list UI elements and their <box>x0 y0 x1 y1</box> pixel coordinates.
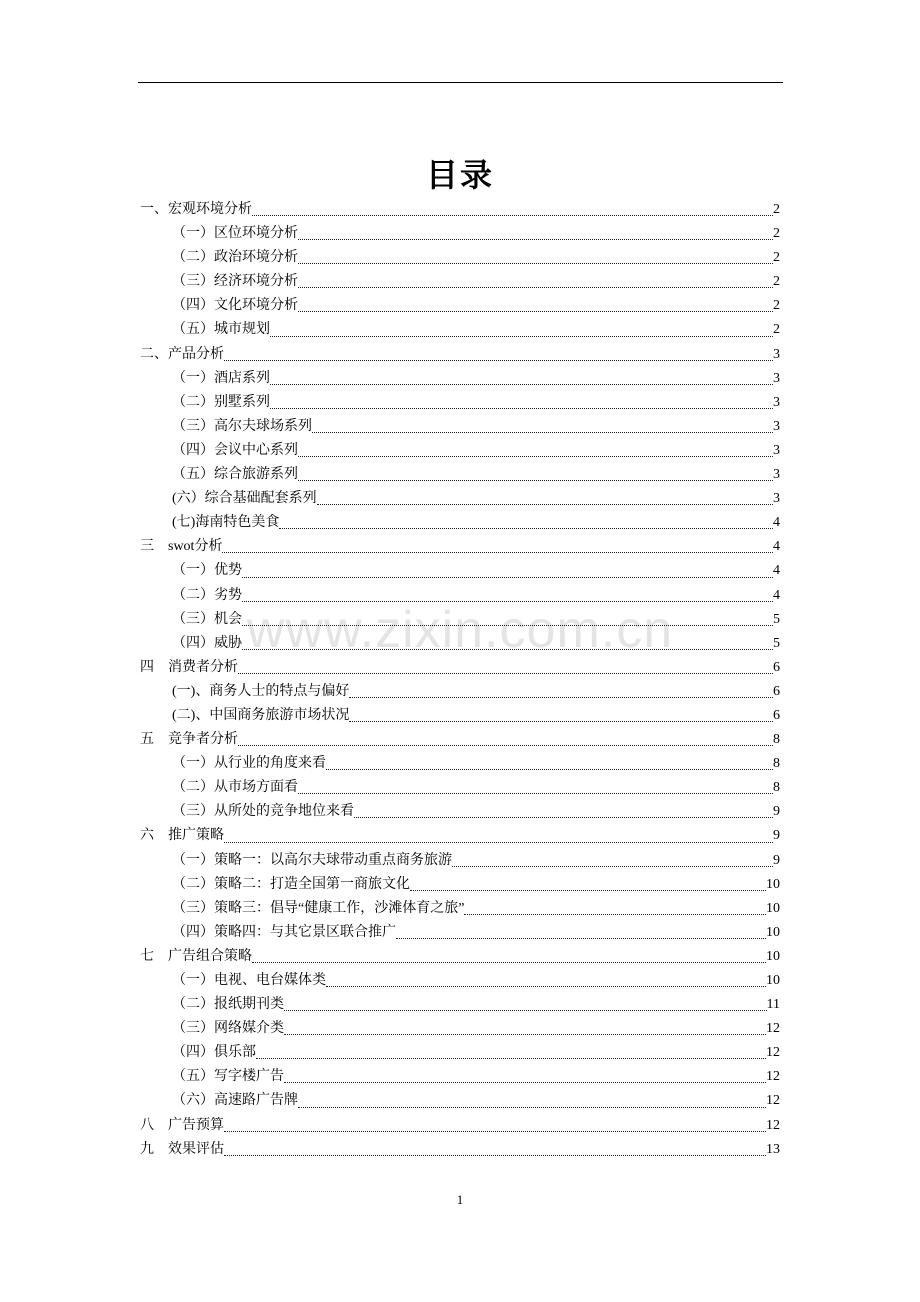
toc-dot-leader <box>224 829 773 843</box>
toc-entry-page: 3 <box>773 467 780 483</box>
toc-entry-subsection[interactable] <box>140 222 780 246</box>
toc-entry-section[interactable] <box>140 1138 780 1162</box>
toc-dot-leader <box>270 323 773 337</box>
table-of-contents <box>140 198 780 1162</box>
toc-entry-subsection[interactable] <box>140 752 780 776</box>
toc-dot-leader <box>284 1021 766 1035</box>
toc-entry-subsection[interactable] <box>140 270 780 294</box>
toc-dot-leader <box>270 395 773 409</box>
toc-dot-leader <box>326 973 766 987</box>
toc-entry-label: 九 效果评估 <box>140 1141 224 1157</box>
toc-entry-subsection[interactable] <box>140 680 780 704</box>
toc-entry-page: 12 <box>766 1021 780 1037</box>
toc-entry-label: （五）写字楼广告 <box>172 1069 284 1085</box>
toc-entry-page: 9 <box>773 804 780 820</box>
toc-entry-label: （三）从所处的竞争地位来看 <box>172 804 354 820</box>
toc-entry-label: 六 推广策略 <box>140 828 224 844</box>
toc-entry-section[interactable] <box>140 535 780 559</box>
toc-dot-leader <box>464 901 766 915</box>
toc-entry-label: （三）高尔夫球场系列 <box>172 418 312 434</box>
toc-dot-leader <box>279 515 773 529</box>
toc-entry-page: 6 <box>773 659 780 675</box>
toc-entry-section[interactable] <box>140 728 780 752</box>
toc-dot-leader <box>224 347 773 361</box>
toc-entry-label: （四）俱乐部 <box>172 1045 256 1061</box>
toc-entry-page: 2 <box>773 250 780 266</box>
toc-entry-page: 2 <box>773 274 780 290</box>
toc-entry-page: 4 <box>773 587 780 603</box>
toc-dot-leader <box>317 491 773 505</box>
toc-entry-page: 3 <box>773 370 780 386</box>
toc-entry-label: （四）会议中心系列 <box>172 442 298 458</box>
toc-entry-page: 6 <box>773 707 780 723</box>
toc-dot-leader <box>396 925 766 939</box>
toc-dot-leader <box>354 804 773 818</box>
toc-entry-label: 八 广告预算 <box>140 1117 224 1133</box>
toc-dot-leader <box>242 636 773 650</box>
toc-dot-leader <box>298 298 773 312</box>
toc-entry-page: 8 <box>773 732 780 748</box>
toc-entry-subsection[interactable] <box>140 849 780 873</box>
toc-entry-page: 3 <box>773 346 780 362</box>
toc-entry-page: 3 <box>773 418 780 434</box>
toc-entry-page: 9 <box>773 828 780 844</box>
toc-entry-section[interactable] <box>140 198 780 222</box>
toc-entry-label: （一）从行业的角度来看 <box>172 756 326 772</box>
toc-entry-page: 3 <box>773 442 780 458</box>
toc-entry-subsection[interactable] <box>140 318 780 342</box>
toc-entry-subsection[interactable] <box>140 921 780 945</box>
toc-dot-leader <box>242 564 773 578</box>
toc-entry-subsection[interactable] <box>140 391 780 415</box>
toc-entry-subsection[interactable] <box>140 487 780 511</box>
toc-entry-subsection[interactable] <box>140 993 780 1017</box>
toc-entry-subsection[interactable] <box>140 559 780 583</box>
toc-dot-leader <box>242 612 773 626</box>
toc-dot-leader <box>298 467 773 481</box>
toc-entry-section[interactable] <box>140 343 780 367</box>
toc-entry-section[interactable] <box>140 656 780 680</box>
toc-entry-subsection[interactable] <box>140 1017 780 1041</box>
toc-entry-page: 2 <box>773 226 780 242</box>
toc-dot-leader <box>298 274 773 288</box>
toc-entry-label: 三 swot分析 <box>140 539 223 555</box>
toc-entry-page: 12 <box>766 1117 780 1133</box>
toc-entry-page: 2 <box>773 298 780 314</box>
toc-entry-label: （四）文化环境分析 <box>172 298 298 314</box>
toc-entry-subsection[interactable] <box>140 584 780 608</box>
toc-entry-page: 3 <box>773 394 780 410</box>
toc-entry-page: 4 <box>773 539 780 555</box>
toc-dot-leader <box>284 1069 766 1083</box>
toc-entry-page: 10 <box>766 924 780 940</box>
toc-entry-label: 五 竞争者分析 <box>140 732 238 748</box>
toc-entry-subsection[interactable] <box>140 463 780 487</box>
header-rule <box>138 82 783 83</box>
toc-dot-leader <box>252 202 773 216</box>
page-title: 目录 <box>425 156 494 194</box>
toc-entry-page: 8 <box>773 780 780 796</box>
toc-dot-leader <box>242 588 773 602</box>
toc-entry-subsection[interactable] <box>140 294 780 318</box>
toc-dot-leader <box>256 1045 766 1059</box>
toc-entry-page: 10 <box>766 948 780 964</box>
toc-entry-label: 四 消费者分析 <box>140 659 238 675</box>
toc-dot-leader <box>452 853 773 867</box>
toc-entry-page: 10 <box>766 876 780 892</box>
toc-entry-label: (一)、商务人士的特点与偏好 <box>172 683 350 699</box>
toc-entry-subsection[interactable] <box>140 1041 780 1065</box>
toc-entry-page: 12 <box>766 1069 780 1085</box>
toc-entry-label: （四）威胁 <box>172 635 242 651</box>
toc-entry-subsection[interactable] <box>140 897 780 921</box>
toc-entry-label: （三）策略三：倡导“健康工作，沙滩体育之旅” <box>172 900 465 916</box>
toc-entry-page: 13 <box>766 1141 780 1157</box>
toc-dot-leader <box>224 1118 766 1132</box>
toc-entry-page: 3 <box>773 491 780 507</box>
toc-dot-leader <box>298 443 773 457</box>
toc-entry-page: 2 <box>773 202 780 217</box>
toc-entry-label: （二）政治环境分析 <box>172 250 298 266</box>
page-number: 1 <box>456 1192 464 1207</box>
toc-entry-subsection[interactable] <box>140 246 780 270</box>
toc-entry-label: （一）优势 <box>172 563 242 579</box>
toc-entry-page: 11 <box>766 997 780 1013</box>
toc-dot-leader <box>298 780 773 794</box>
toc-dot-leader <box>312 419 773 433</box>
toc-entry-label: （五）综合旅游系列 <box>172 467 298 483</box>
toc-entry-label: (二)、中国商务旅游市场状况 <box>172 707 350 723</box>
toc-entry-label: （二）别墅系列 <box>172 394 270 410</box>
toc-entry-label: (六）综合基础配套系列 <box>172 491 317 507</box>
toc-entry-page: 10 <box>766 900 780 916</box>
toc-dot-leader <box>349 708 773 722</box>
toc-dot-leader <box>298 250 773 264</box>
toc-entry-subsection[interactable] <box>140 776 780 800</box>
toc-entry-label: （二）从市场方面看 <box>172 780 298 796</box>
toc-entry-page: 4 <box>773 563 780 579</box>
toc-entry-label: （四）策略四：与其它景区联合推广 <box>172 924 396 940</box>
toc-entry-subsection[interactable] <box>140 608 780 632</box>
toc-entry-label: （二）策略二：打造全国第一商旅文化 <box>172 876 410 892</box>
toc-entry-page: 9 <box>773 852 780 868</box>
toc-entry-subsection[interactable] <box>140 704 780 728</box>
toc-entry-page: 12 <box>766 1093 780 1109</box>
toc-entry-label: (七)海南特色美食 <box>172 515 280 531</box>
toc-entry-label: （三）机会 <box>172 611 242 627</box>
toc-entry-section[interactable] <box>140 824 780 848</box>
toc-entry-page: 5 <box>773 635 780 651</box>
toc-entry-page: 2 <box>773 322 780 338</box>
toc-dot-leader <box>326 756 773 770</box>
toc-entry-subsection[interactable] <box>140 367 780 391</box>
toc-entry-page: 8 <box>773 756 780 772</box>
toc-entry-subsection[interactable] <box>140 439 780 463</box>
toc-entry-subsection[interactable] <box>140 632 780 656</box>
toc-entry-section[interactable] <box>140 1114 780 1138</box>
toc-entry-label: （二）劣势 <box>172 587 242 603</box>
toc-dot-leader <box>284 997 767 1011</box>
toc-entry-subsection[interactable] <box>140 873 780 897</box>
toc-dot-leader <box>410 877 766 891</box>
toc-entry-label: （一）策略一：以高尔夫球带动重点商务旅游 <box>172 852 452 868</box>
toc-entry-subsection[interactable] <box>140 1089 780 1113</box>
toc-entry-subsection[interactable] <box>140 415 780 439</box>
toc-entry-label: 一、宏观环境分析 <box>140 202 252 217</box>
toc-entry-label: （一）区位环境分析 <box>172 226 298 242</box>
toc-entry-subsection[interactable] <box>140 1065 780 1089</box>
toc-dot-leader <box>349 684 773 698</box>
toc-entry-label: （三）经济环境分析 <box>172 274 298 290</box>
toc-entry-subsection[interactable] <box>140 800 780 824</box>
toc-entry-label: （二）报纸期刊类 <box>172 997 284 1013</box>
toc-entry-label: （一）电视、电台媒体类 <box>172 973 326 988</box>
toc-entry-page: 4 <box>773 515 780 531</box>
toc-entry-section[interactable] <box>140 945 780 969</box>
toc-entry-label: （五）城市规划 <box>172 322 270 338</box>
toc-dot-leader <box>252 949 766 963</box>
toc-dot-leader <box>270 371 773 385</box>
toc-entry-subsection[interactable] <box>140 969 780 993</box>
toc-entry-label: （六）高速路广告牌 <box>172 1093 298 1109</box>
toc-dot-leader <box>238 660 773 674</box>
watermark: www.zixin.com.cn <box>246 601 674 659</box>
toc-entry-label: 二、产品分析 <box>140 346 224 362</box>
toc-entry-subsection[interactable] <box>140 511 780 535</box>
toc-entry-label: （三）网络媒介类 <box>172 1021 284 1037</box>
toc-entry-page: 12 <box>766 1045 780 1061</box>
toc-entry-page: 5 <box>773 611 780 627</box>
toc-entry-label: 七 广告组合策略 <box>140 948 252 964</box>
toc-entry-page: 6 <box>773 683 780 699</box>
toc-dot-leader <box>222 539 773 553</box>
toc-dot-leader <box>238 732 773 746</box>
toc-dot-leader <box>298 226 773 240</box>
toc-entry-page: 10 <box>766 973 780 988</box>
toc-dot-leader <box>224 1142 766 1156</box>
toc-entry-label: （一）酒店系列 <box>172 370 270 386</box>
toc-dot-leader <box>298 1094 766 1108</box>
